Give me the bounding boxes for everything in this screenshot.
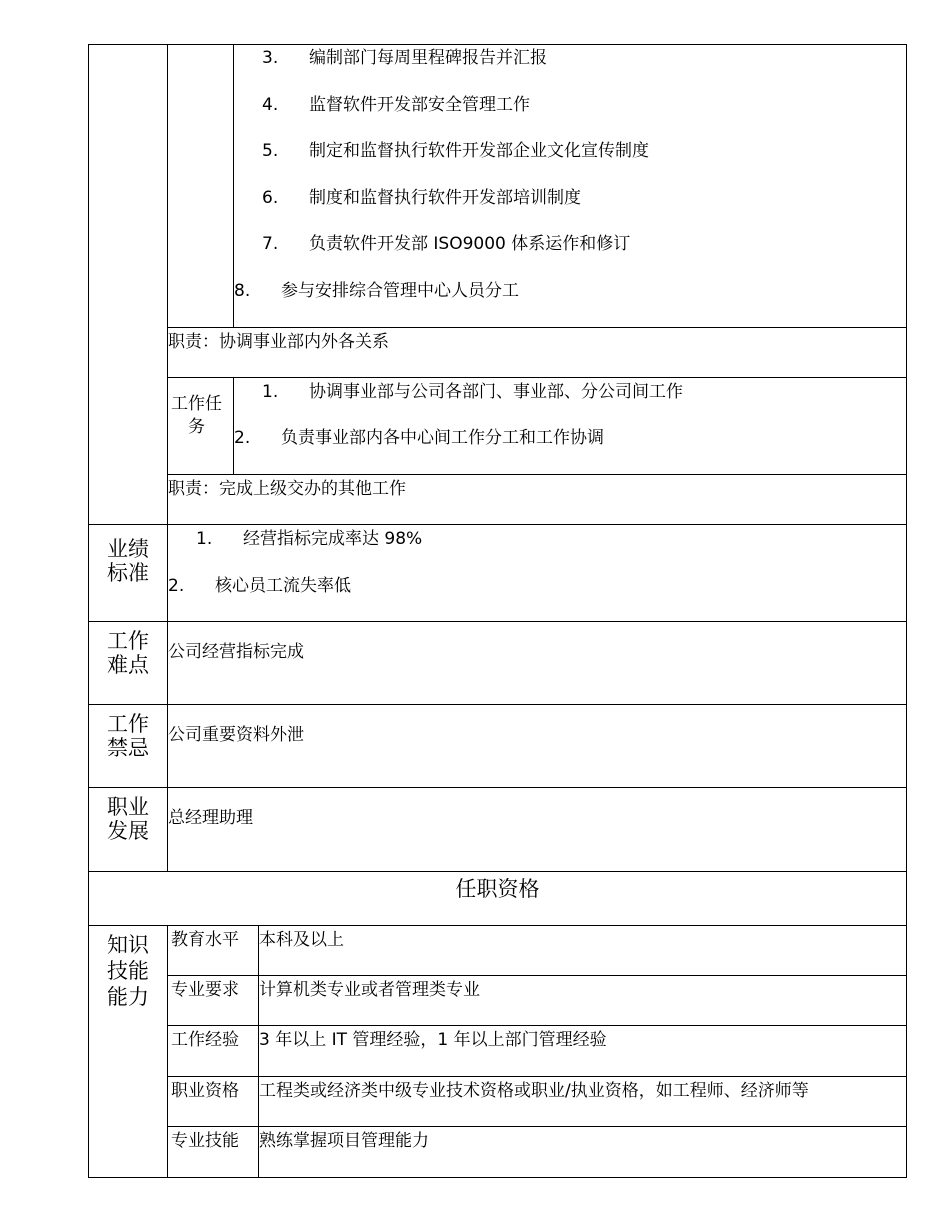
row-line xyxy=(88,925,907,926)
item-text: 制定和监督执行软件开发部企业文化宣传制度 xyxy=(309,141,649,161)
list-item xyxy=(262,140,649,162)
qual-row-value: 本科及以上 xyxy=(259,930,344,950)
item-text: 负责事业部内各中心间工作分工和工作协调 xyxy=(281,428,604,448)
list-item xyxy=(168,575,351,597)
item-text: 编制部门每周里程碑报告并汇报 xyxy=(309,48,547,68)
item-number: 6. xyxy=(262,188,279,208)
item-number: 7. xyxy=(262,234,279,254)
item-text: 监督软件开发部安全管理工作 xyxy=(309,95,530,115)
difficulty-value: 公司经营指标完成 xyxy=(168,642,304,662)
qual-row-line xyxy=(167,975,907,976)
list-item xyxy=(262,187,581,209)
task-label: 工作任务 xyxy=(171,394,222,437)
row-line xyxy=(88,621,907,622)
list-item xyxy=(234,427,604,449)
qualification-title: 任职资格 xyxy=(455,877,540,901)
item-number: 8. xyxy=(234,281,251,301)
label-col-divider-lower xyxy=(167,926,168,1178)
qual-row-label: 工作经验 xyxy=(171,1030,239,1050)
taboo-value: 公司重要资料外泄 xyxy=(168,725,304,745)
item-number: 2. xyxy=(234,428,251,448)
taboo-label: 工作禁忌 xyxy=(107,712,149,760)
list-item xyxy=(262,47,547,69)
row-line xyxy=(167,474,907,475)
performance-label: 业绩标准 xyxy=(107,537,149,585)
item-text: 核心员工流失率低 xyxy=(215,576,351,596)
qual-row-line xyxy=(167,1126,907,1127)
item-number: 4. xyxy=(262,95,279,115)
item-text: 协调事业部与公司各部门、事业部、分公司间工作 xyxy=(309,382,683,402)
border-right xyxy=(906,44,907,1178)
item-text: 制度和监督执行软件开发部培训制度 xyxy=(309,188,581,208)
qual-row-value: 工程类或经济类中级专业技术资格或职业/执业资格，如工程师、经济师等 xyxy=(259,1081,809,1101)
qual-row-label: 教育水平 xyxy=(171,930,239,950)
career-label: 职业发展 xyxy=(107,795,149,843)
duty-other: 职责：完成上级交办的其他工作 xyxy=(168,479,406,499)
item-number: 3. xyxy=(262,48,279,68)
border-left xyxy=(88,44,89,1178)
item-number: 5. xyxy=(262,141,279,161)
qual-row-line xyxy=(167,1025,907,1026)
row-line xyxy=(167,327,907,328)
qual-row-value: 计算机类专业或者管理类专业 xyxy=(259,980,480,1000)
item-number: 1. xyxy=(196,529,213,549)
item-number: 1. xyxy=(262,382,279,402)
item-number: 2. xyxy=(168,576,185,596)
knowledge-label: 知识技能能力 xyxy=(107,933,149,1009)
item-text: 经营指标完成率达 98% xyxy=(243,529,423,549)
list-item xyxy=(234,280,519,302)
label-col-divider xyxy=(167,44,168,872)
qual-row-value: 熟练掌握项目管理能力 xyxy=(259,1131,429,1151)
list-item xyxy=(262,381,683,403)
border-bottom xyxy=(88,1177,907,1178)
qual-row-label: 专业要求 xyxy=(171,980,239,1000)
difficulty-label: 工作难点 xyxy=(107,629,149,677)
row-line xyxy=(88,704,907,705)
qual-row-label: 职业资格 xyxy=(171,1081,239,1101)
qual-row-label: 专业技能 xyxy=(171,1131,239,1151)
row-line xyxy=(88,524,907,525)
list-item xyxy=(262,233,630,255)
qual-row-value: 3 年以上 IT 管理经验，1 年以上部门管理经验 xyxy=(259,1030,607,1050)
row-line xyxy=(167,377,907,378)
item-text: 负责软件开发部 ISO9000 体系运作和修订 xyxy=(309,234,631,254)
list-item xyxy=(262,94,530,116)
qual-row-line xyxy=(167,1076,907,1077)
list-item xyxy=(196,528,422,550)
duty-coordinate: 职责：协调事业部内外各关系 xyxy=(168,332,389,352)
border-top xyxy=(88,44,907,45)
item-text: 参与安排综合管理中心人员分工 xyxy=(281,281,519,301)
row-line xyxy=(88,871,907,872)
row-line xyxy=(88,787,907,788)
career-value: 总经理助理 xyxy=(168,808,253,828)
